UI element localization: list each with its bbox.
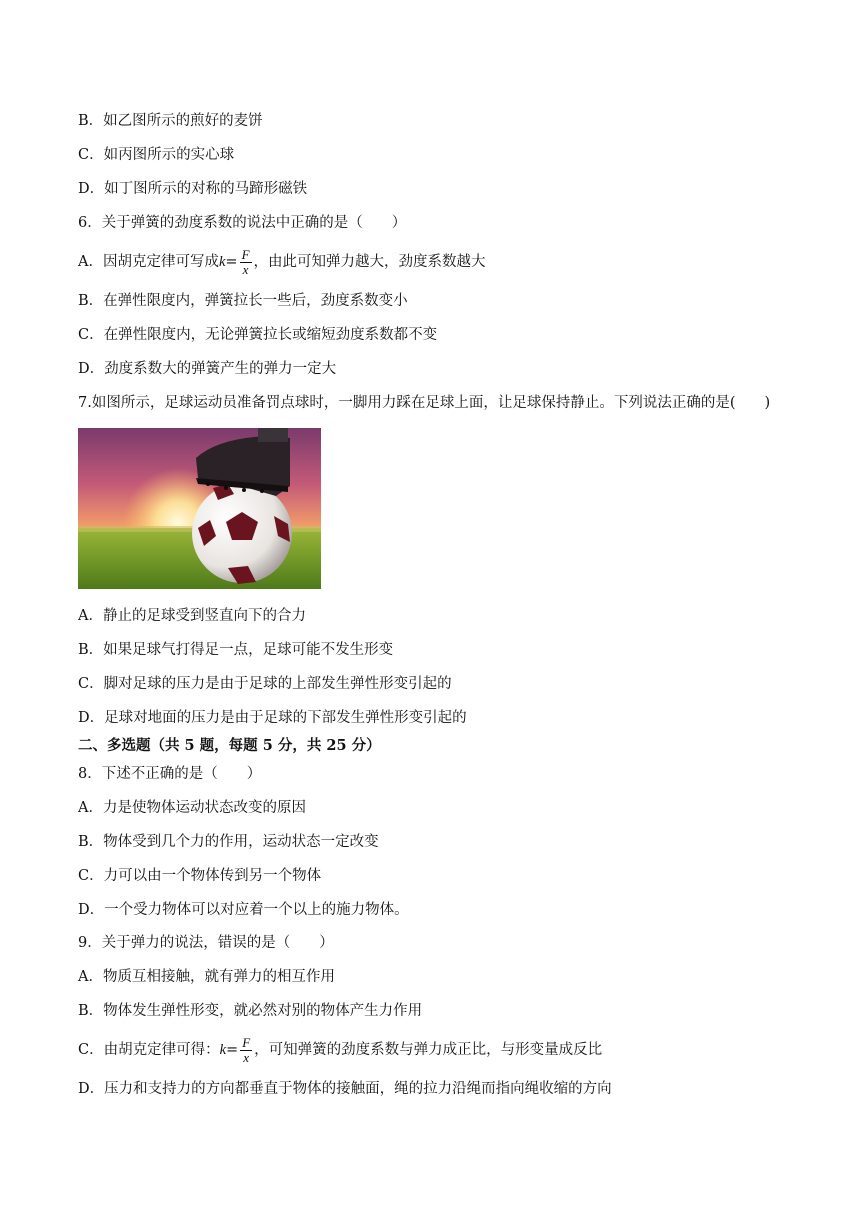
q9-formula-numerator: F	[242, 1034, 251, 1050]
q5-option-d: D．如丁图所示的对称的马蹄形磁铁	[78, 181, 308, 197]
q9-option-c-prefix: C．由胡克定律可得：	[78, 1042, 220, 1058]
q9-option-c-suffix: ，可知弹簧的劲度系数与弹力成正比，与形变量成反比	[254, 1042, 603, 1058]
q6-formula-eq: =	[225, 254, 238, 270]
q6-option-d: D．劲度系数大的弹簧产生的弹力一定大	[78, 361, 337, 377]
q6-formula-numerator: F	[241, 246, 250, 262]
q9-option-a: A．物质互相接触，就有弹力的相互作用	[78, 969, 335, 985]
q6-stem: 6．关于弹簧的劲度系数的说法中正确的是（ ）	[78, 215, 407, 231]
section-heading: 二、多选题（共 5 题，每题 5 分，共 25 分）	[78, 737, 381, 754]
q8-stem: 8．下述不正确的是（ ）	[78, 766, 262, 782]
q6-option-b: B．在弹性限度内，弹簧拉长一些后，劲度系数变小	[78, 293, 408, 309]
q9-formula-denominator: x	[243, 1049, 250, 1065]
q6-formula-denominator: x	[242, 261, 249, 277]
q7-option-d: D．足球对地面的压力是由于足球的下部发生弹性形变引起的	[78, 710, 467, 726]
q6-formula-k: k	[218, 254, 226, 270]
q6-formula-fraction	[240, 248, 252, 277]
q7-option-c: C．脚对足球的压力是由于足球的上部发生弹性形变引起的	[78, 676, 452, 692]
q9-formula-fraction	[240, 1036, 252, 1065]
q8-option-b: B．物体受到几个力的作用，运动状态一定改变	[78, 834, 379, 850]
q6-option-c: C．在弹性限度内，无论弹簧拉长或缩短劲度系数都不变	[78, 327, 438, 343]
q6-option-a-suffix: ，由此可知弹力越大，劲度系数越大	[253, 254, 486, 270]
q8-option-c: C．力可以由一个物体传到另一个物体	[78, 868, 322, 884]
q9-option-d: D．压力和支持力的方向都垂直于物体的接触面，绳的拉力沿绳而指向绳收缩的方向	[78, 1081, 612, 1097]
q9-formula-eq: =	[226, 1042, 239, 1058]
q8-option-d: D．一个受力物体可以对应着一个以上的施力物体。	[78, 902, 409, 918]
q9-formula-k: k	[219, 1042, 227, 1058]
soccer-ball-photo	[78, 428, 321, 589]
q9-stem: 9．关于弹力的说法，错误的是（ ）	[78, 935, 334, 951]
q7-option-a: A．静止的足球受到竖直向下的合力	[78, 608, 306, 624]
q9-option-c	[78, 1032, 602, 1068]
q9-option-b: B．物体发生弹性形变，就必然对别的物体产生力作用	[78, 1003, 423, 1019]
q5-option-b: B．如乙图所示的煎好的麦饼	[78, 113, 263, 129]
q7-stem: 7.如图所示，足球运动员准备罚点球时，一脚用力踩在足球上面，让足球保持静止。下列说法正确的是( )	[78, 395, 771, 411]
q6-option-a	[78, 244, 486, 280]
q7-option-b: B．如果足球气打得足一点，足球可能不发生形变	[78, 642, 394, 658]
q5-option-c: C．如丙图所示的实心球	[78, 147, 235, 163]
q6-option-a-prefix: A．因胡克定律可写成	[78, 254, 219, 270]
q8-option-a: A．力是使物体运动状态改变的原因	[78, 800, 306, 816]
